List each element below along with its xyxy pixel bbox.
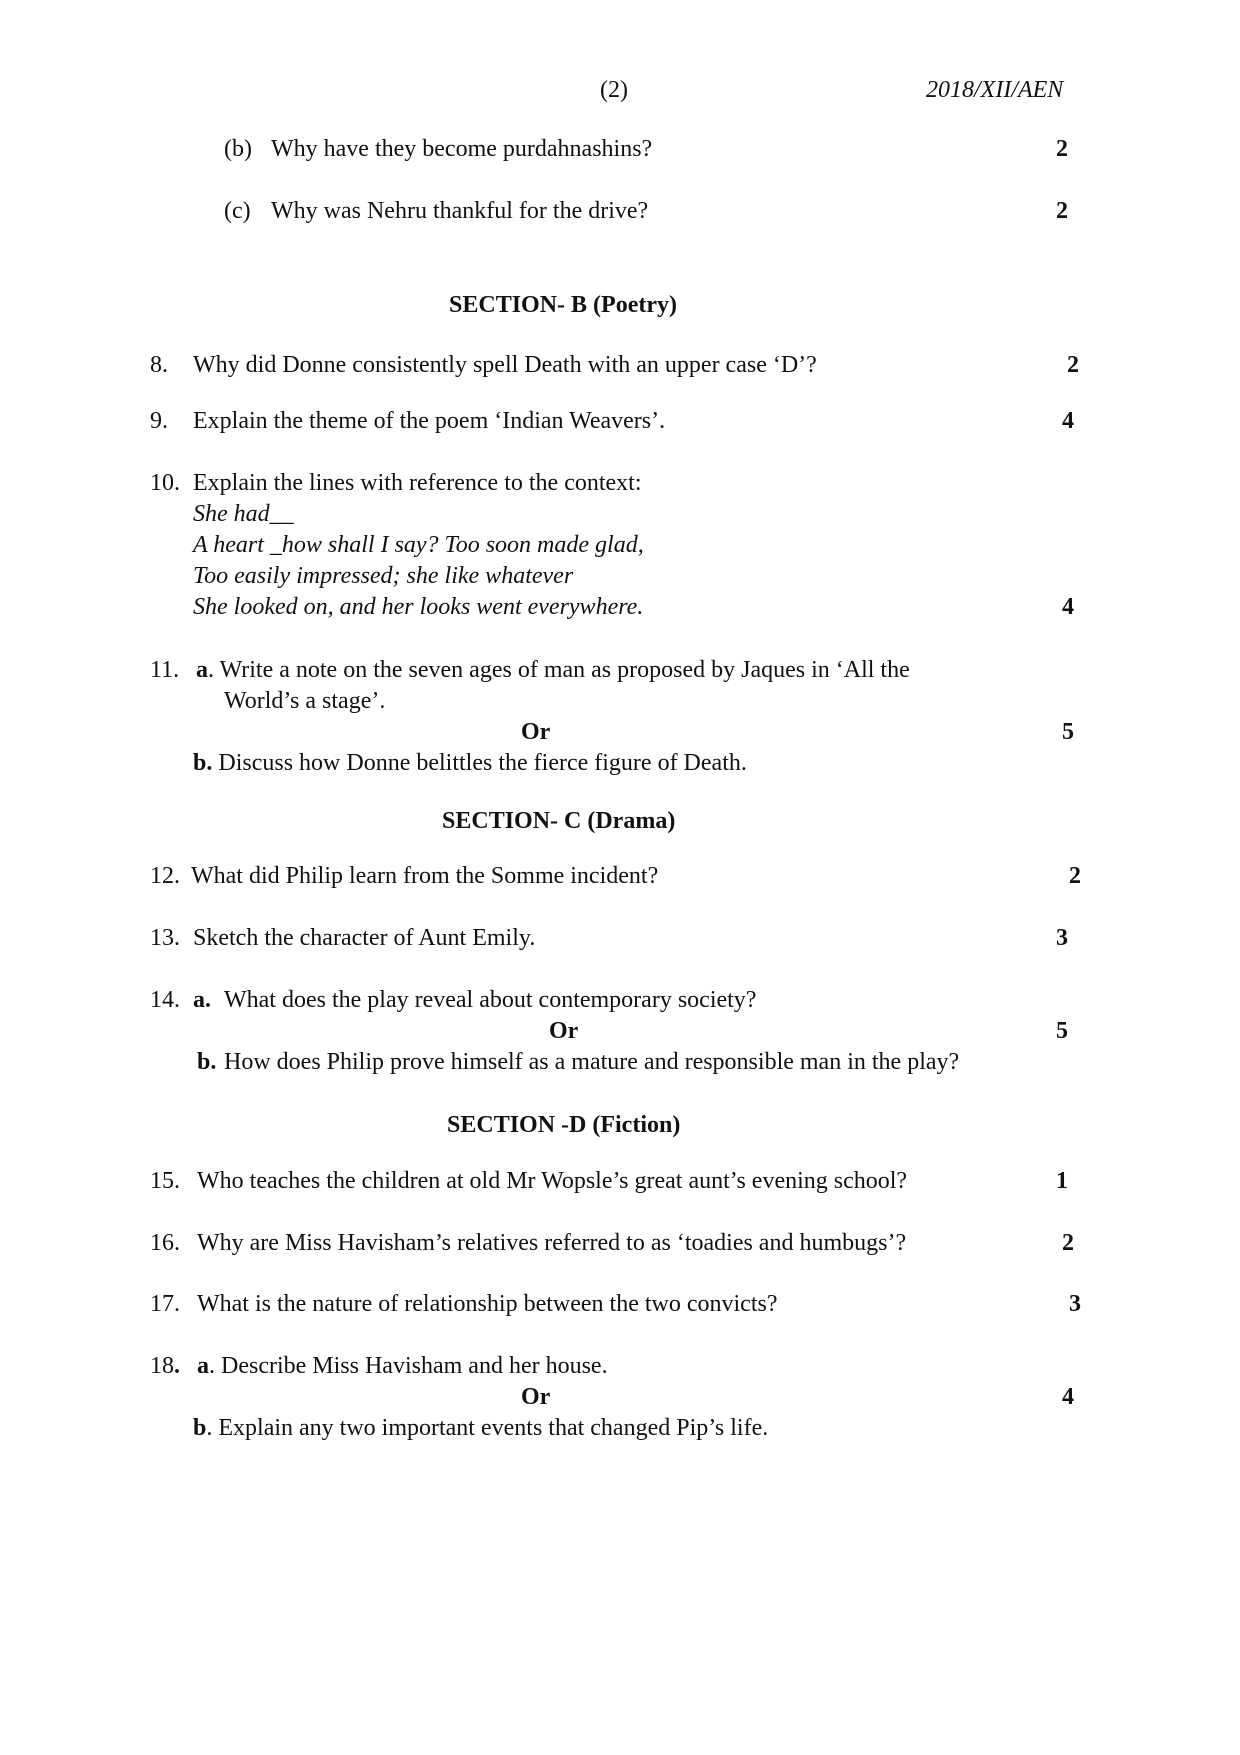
- q18b-text: . Explain any two important events that changed Pip’s life.: [206, 1415, 769, 1441]
- section-c-heading: SECTION- C (Drama): [442, 808, 676, 834]
- paper-code: 2018/XII/AEN: [926, 77, 1064, 103]
- q11b-label: b.: [193, 750, 213, 776]
- q18-marks: 4: [1062, 1384, 1074, 1410]
- section-d-heading: SECTION -D (Fiction): [447, 1112, 681, 1138]
- q17-marks: 3: [1069, 1291, 1081, 1317]
- q10-poem-line-2: A heart _how shall I say? Too soon made glad,: [193, 532, 644, 558]
- q9-text: Explain the theme of the poem ‘Indian Weavers’.: [193, 408, 666, 434]
- q18a-text: . Describe Miss Havisham and her house.: [209, 1353, 608, 1379]
- q14b-label: b.: [197, 1049, 217, 1075]
- q16-text: Why are Miss Havisham’s relatives referred to as ‘toadies and humbugs’?: [197, 1230, 907, 1256]
- q10-marks: 4: [1062, 594, 1074, 620]
- q12-number: 12.: [150, 863, 180, 889]
- q18-or: Or: [521, 1384, 551, 1410]
- q18-number: 18: [150, 1353, 174, 1379]
- q11-or: Or: [521, 719, 551, 745]
- q8-marks: 2: [1067, 352, 1079, 378]
- q11-marks: 5: [1062, 719, 1074, 745]
- q14a-text: What does the play reveal about contemporary society?: [224, 987, 757, 1013]
- q7c-text: Why was Nehru thankful for the drive?: [271, 198, 649, 224]
- q18a-label: a: [197, 1353, 209, 1379]
- q7c-label: (c): [224, 198, 251, 224]
- q11a-text-2: World’s a stage’.: [224, 688, 386, 714]
- q10-poem-line-3: Too easily impressed; she like whatever: [193, 563, 574, 589]
- q16-number: 16.: [150, 1230, 180, 1256]
- page-number: (2): [600, 77, 628, 103]
- q10-poem-line-4: She looked on, and her looks went everywhere.: [193, 594, 644, 620]
- q14a-label: a.: [193, 987, 211, 1013]
- q13-number: 13.: [150, 925, 180, 951]
- q7b-label: (b): [224, 136, 252, 162]
- q8-number: 8.: [150, 352, 168, 378]
- q7c-marks: 2: [1056, 198, 1068, 224]
- q9-number: 9.: [150, 408, 168, 434]
- q17-text: What is the nature of relationship between the two convicts?: [197, 1291, 778, 1317]
- q14-or: Or: [549, 1018, 579, 1044]
- q8-text: Why did Donne consistently spell Death with an upper case ‘D’?: [193, 352, 817, 378]
- q14-number: 14.: [150, 987, 180, 1013]
- section-b-heading: SECTION- B (Poetry): [449, 292, 677, 318]
- q18b-label: b: [193, 1415, 207, 1441]
- q12-text: What did Philip learn from the Somme incident?: [191, 863, 659, 889]
- q16-marks: 2: [1062, 1230, 1074, 1256]
- q14b-text: How does Philip prove himself as a mature and responsible man in the play?: [224, 1049, 960, 1075]
- q13-marks: 3: [1056, 925, 1068, 951]
- q11a-text-1: . Write a note on the seven ages of man as proposed by Jaques in ‘All the: [208, 657, 910, 683]
- q15-number: 15.: [150, 1168, 180, 1194]
- q12-marks: 2: [1069, 863, 1081, 889]
- q13-text: Sketch the character of Aunt Emily.: [193, 925, 536, 951]
- q15-marks: 1: [1056, 1168, 1068, 1194]
- q9-marks: 4: [1062, 408, 1074, 434]
- q15-text: Who teaches the children at old Mr Wopsle’s great aunt’s evening school?: [197, 1168, 908, 1194]
- q18-number-dot: .: [174, 1353, 180, 1379]
- q14-marks: 5: [1056, 1018, 1068, 1044]
- q11-number: 11.: [150, 657, 180, 683]
- q7b-marks: 2: [1056, 136, 1068, 162]
- q11a-label: a: [196, 657, 208, 683]
- q7b-text: Why have they become purdahnashins?: [271, 136, 653, 162]
- q10-number: 10.: [150, 470, 180, 496]
- q11b-text: Discuss how Donne belittles the fierce figure of Death.: [218, 750, 747, 776]
- q10-text: Explain the lines with reference to the context:: [193, 470, 642, 496]
- q17-number: 17.: [150, 1291, 180, 1317]
- q10-poem-line-1: She had__: [193, 501, 294, 527]
